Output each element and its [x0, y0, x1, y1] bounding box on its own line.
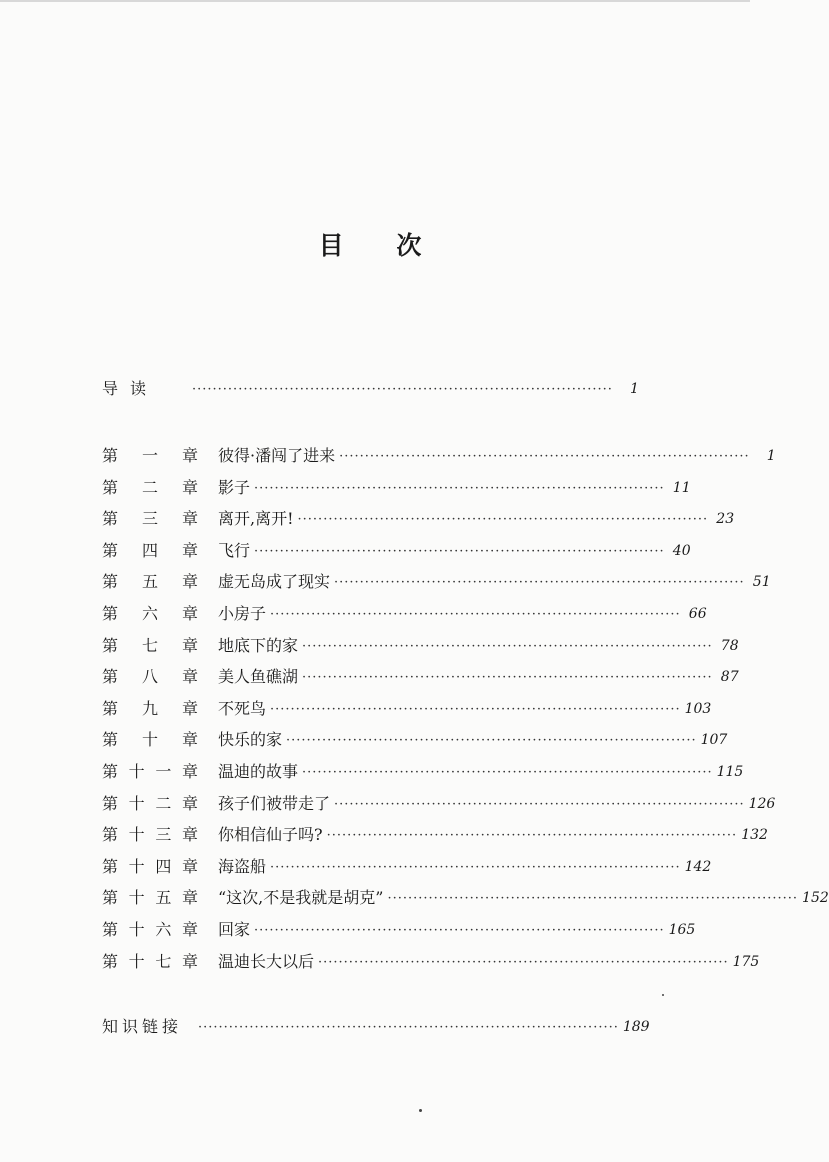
toc-chapter-row	[102, 473, 691, 499]
chapter-page-number: 1	[766, 448, 776, 464]
toc-chapter-row	[102, 441, 776, 467]
chapter-title: 离开,离开!	[218, 509, 294, 529]
chapter-title: 美人鱼礁湖	[218, 667, 299, 687]
chapter-page-number: 66	[688, 606, 707, 622]
paper-speck	[419, 1109, 422, 1112]
leader-dots: ················································································	[334, 575, 745, 591]
toc-chapter-row	[102, 915, 696, 941]
chapter-page-number: 11	[672, 479, 691, 496]
leader-dots: ················································································	[270, 701, 681, 717]
toc-appendix-page: 189	[622, 1019, 650, 1035]
toc-appendix-row	[102, 1012, 650, 1038]
toc-chapter-row	[102, 883, 829, 909]
chapter-page-number: 175	[732, 953, 760, 970]
toc-intro-page: 1	[629, 381, 639, 397]
leader-dots: ··················································································	[198, 1020, 619, 1035]
chapter-title: 虚无岛成了现实	[218, 572, 331, 592]
leader-dots: ················································································	[339, 449, 750, 464]
chapter-title: 回家	[218, 920, 251, 939]
leader-dots: ················································································	[302, 765, 713, 780]
chapter-page-number: 87	[720, 669, 739, 686]
chapter-page-number: 103	[684, 700, 712, 717]
chapter-page-number: 40	[672, 542, 691, 559]
chapter-title: 不死鸟	[218, 698, 267, 718]
toc-chapter-row	[102, 789, 776, 815]
toc-chapter-row	[102, 662, 739, 688]
chapter-page-number: 142	[684, 858, 712, 875]
chapter-number: 第十三章	[102, 825, 198, 845]
chapter-number: 第五章	[102, 572, 198, 592]
chapter-page-number: 23	[716, 511, 735, 528]
toc-chapter-row	[102, 852, 712, 878]
toc-chapter-row	[102, 757, 744, 783]
toc-intro-row	[102, 374, 639, 400]
chapter-number: 第三章	[102, 509, 198, 529]
chapter-number: 第一章	[102, 446, 198, 465]
leader-dots: ················································································	[302, 638, 713, 654]
leader-dots: ················································································	[254, 480, 665, 496]
chapter-number: 第十七章	[102, 951, 198, 971]
toc-chapter-row	[102, 947, 760, 973]
toc-chapter-row	[102, 725, 728, 751]
chapter-number: 第九章	[102, 698, 198, 718]
chapter-title: 飞行	[218, 540, 251, 560]
chapter-number: 第十五章	[102, 888, 198, 908]
leader-dots: ················································································	[334, 796, 745, 812]
chapter-number: 第六章	[102, 604, 198, 623]
chapter-title: 影子	[218, 477, 251, 497]
leader-dots: ················································································	[254, 923, 665, 938]
toc-chapter-row	[102, 536, 691, 562]
page-title: 目 次	[318, 231, 444, 260]
chapter-page-number: 152	[802, 890, 829, 907]
chapter-title: 地底下的家	[218, 635, 299, 655]
leader-dots: ················································································	[387, 891, 799, 907]
chapter-title: 你相信仙子吗?	[218, 825, 323, 845]
chapter-number: 第七章	[102, 635, 198, 655]
toc-chapter-row	[102, 599, 707, 625]
toc-chapter-row	[102, 631, 739, 657]
toc-chapter-row	[102, 820, 768, 846]
chapter-title: “这次,不是我就是胡克”	[218, 888, 384, 908]
chapter-title: 孩子们被带走了	[218, 793, 331, 813]
chapter-title: 小房子	[218, 604, 267, 623]
toc-intro-label: 导读	[102, 379, 146, 398]
leader-dots: ················································································	[326, 828, 738, 844]
toc-chapter-row	[102, 504, 735, 530]
chapter-title: 海盗船	[218, 856, 267, 876]
toc-appendix-label: 知识链接	[102, 1017, 178, 1036]
chapter-page-number: 78	[720, 637, 739, 654]
leader-dots: ················································································	[254, 543, 665, 559]
leader-dots: ················································································	[297, 512, 709, 528]
chapter-number: 第十四章	[102, 856, 198, 876]
leader-dots: ················································································	[286, 733, 697, 749]
page-top-edge	[0, 0, 750, 2]
chapter-title: 温迪长大以后	[218, 951, 315, 971]
leader-dots: ··················································································	[192, 382, 613, 397]
leader-dots: ················································································	[270, 607, 681, 622]
chapter-page-number: 126	[748, 795, 776, 812]
leader-dots: ················································································	[302, 670, 713, 686]
chapter-title: 快乐的家	[218, 730, 283, 750]
chapter-title: 彼得·潘闯了进来	[218, 446, 336, 465]
chapter-number: 第二章	[102, 477, 198, 497]
chapter-number: 第八章	[102, 667, 198, 687]
chapter-number: 第十二章	[102, 793, 198, 813]
chapter-page-number: 165	[668, 922, 696, 938]
chapter-number: 第十六章	[102, 920, 198, 939]
toc-chapter-row	[102, 567, 771, 593]
chapter-page-number: 115	[716, 764, 744, 780]
paper-speck	[662, 994, 664, 996]
leader-dots: ················································································	[270, 859, 681, 875]
chapter-title: 温迪的故事	[218, 762, 299, 781]
toc-chapter-row	[102, 694, 712, 720]
chapter-page-number: 107	[700, 732, 728, 749]
leader-dots: ················································································	[318, 954, 729, 970]
chapter-number: 第十一章	[102, 762, 198, 781]
chapter-number: 第十章	[102, 730, 198, 750]
chapter-page-number: 132	[741, 827, 768, 844]
chapter-number: 第四章	[102, 540, 198, 560]
chapter-page-number: 51	[752, 574, 771, 591]
